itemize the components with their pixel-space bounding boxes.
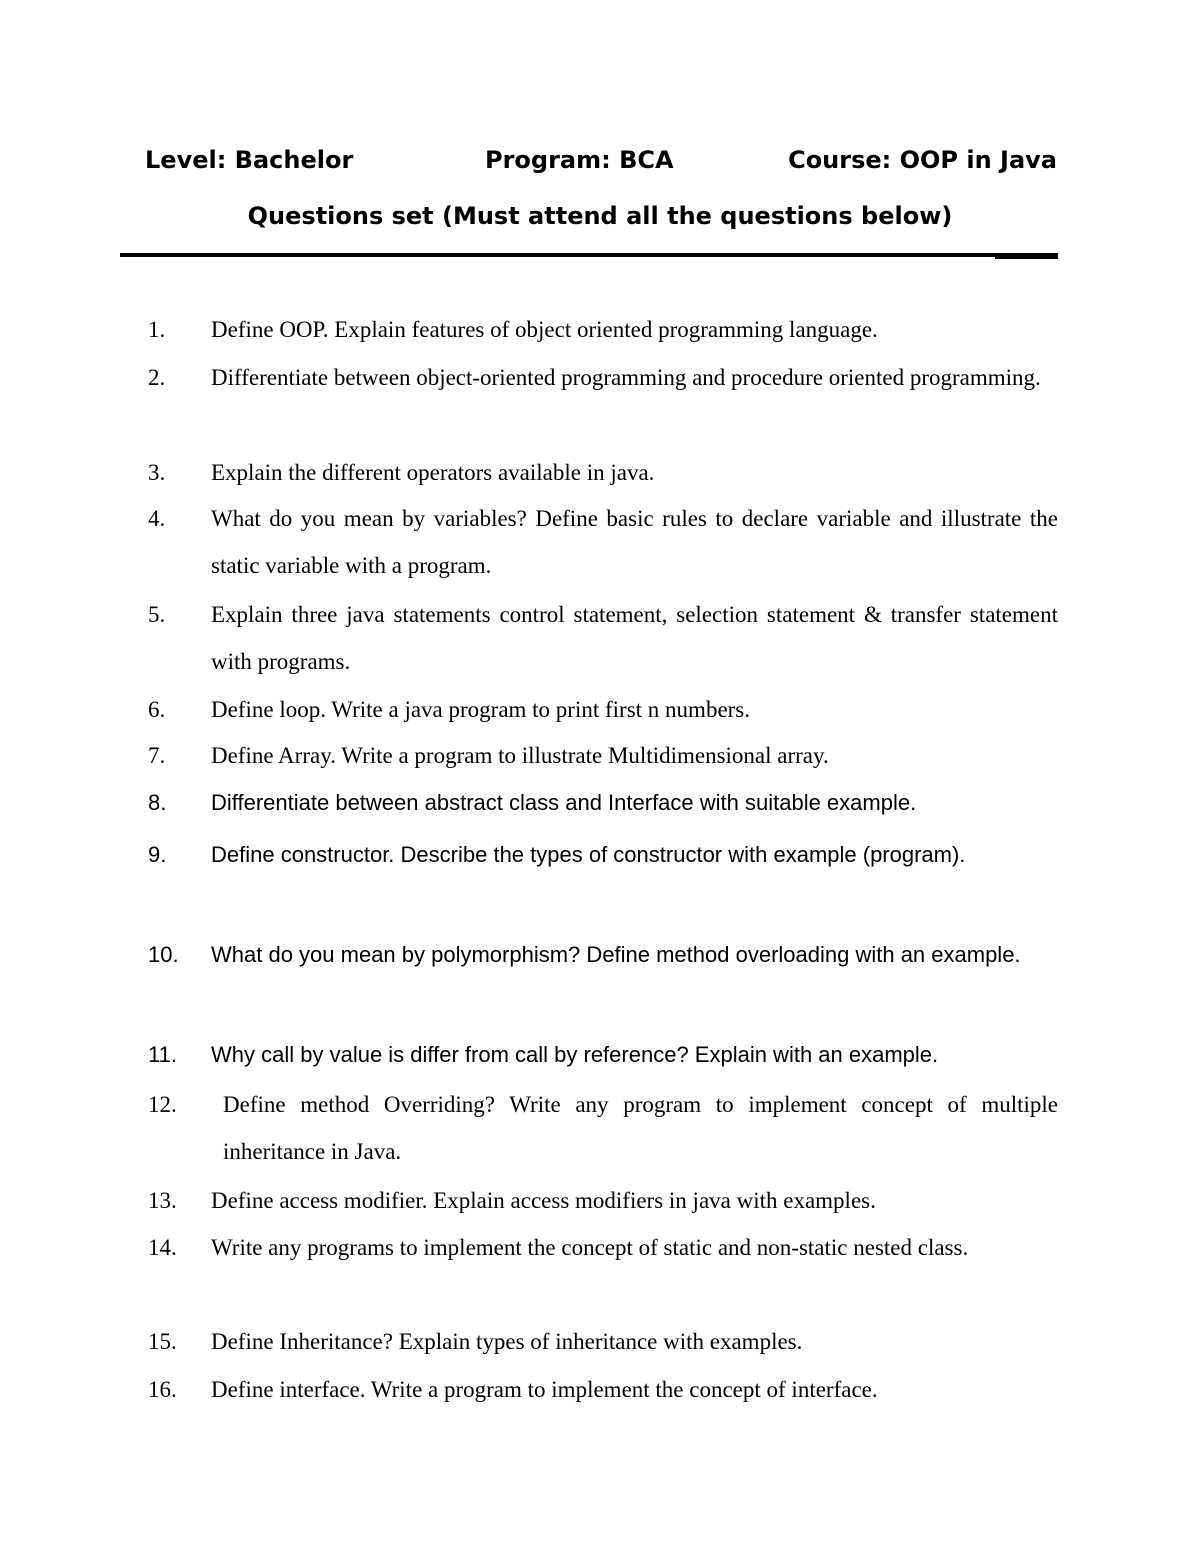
question-number: 14.	[148, 1235, 177, 1260]
question-text: Explain the different operators available in java.	[211, 460, 655, 485]
question-item	[148, 1081, 1058, 1175]
question-text: Define method Overriding? Write any program to implement concept of multiple inheritance in Java.	[223, 1092, 1058, 1164]
question-item	[148, 1366, 1058, 1413]
question-text: Define OOP. Explain features of object oriented programming language.	[211, 317, 878, 342]
question-text: Differentiate between object-oriented programming and procedure oriented programming.	[211, 365, 1041, 390]
question-number: 9.	[148, 842, 167, 867]
question-number: 12.	[148, 1092, 177, 1117]
question-text: What do you mean by polymorphism? Define method overloading with an example.	[211, 942, 1021, 967]
question-text: Explain three java statements control statement, selection statement & transfer statement with programs.	[211, 602, 1058, 674]
question-text: Define interface. Write a program to implement the concept of interface.	[211, 1377, 878, 1402]
question-number: 3.	[148, 460, 166, 485]
question-item	[148, 354, 1058, 401]
program-label: Program: BCA	[485, 146, 674, 174]
question-number: 7.	[148, 743, 166, 768]
course-label: Course: OOP in Java	[788, 146, 1057, 174]
question-number: 4.	[148, 506, 166, 531]
question-item	[148, 306, 1058, 353]
question-text: Define loop. Write a java program to print first n numbers.	[211, 697, 751, 722]
question-text: Define Inheritance? Explain types of inheritance with examples.	[211, 1329, 803, 1354]
question-item	[148, 1177, 1058, 1224]
questions-set-title: Questions set (Must attend all the questions below)	[247, 202, 953, 230]
question-number: 2.	[148, 365, 166, 390]
question-text: Write any programs to implement the concept of static and non-static nested class.	[211, 1235, 969, 1260]
question-number: 11.	[148, 1042, 177, 1067]
question-number: 5.	[148, 602, 166, 627]
question-number: 6.	[148, 697, 166, 722]
question-item	[148, 830, 1058, 880]
question-item	[148, 495, 1058, 589]
question-item	[148, 778, 1058, 828]
question-number: 8.	[148, 790, 167, 815]
question-text: Define access modifier. Explain access modifiers in java with examples.	[211, 1188, 876, 1213]
question-item	[148, 591, 1058, 685]
question-item	[148, 1224, 1058, 1271]
question-number: 16.	[148, 1377, 177, 1402]
question-text: Why call by value is differ from call by reference? Explain with an example.	[211, 1042, 939, 1067]
question-text: Define constructor. Describe the types of constructor with example (program).	[211, 842, 966, 867]
question-number: 1.	[148, 317, 166, 342]
question-item	[148, 732, 1058, 779]
level-label: Level: Bachelor	[145, 146, 354, 174]
question-number: 15.	[148, 1329, 177, 1354]
question-text: Differentiate between abstract class and Interface with suitable example.	[211, 790, 917, 815]
question-text: Define Array. Write a program to illustrate Multidimensional array.	[211, 743, 829, 768]
question-item	[148, 686, 1058, 733]
question-item	[148, 930, 1058, 980]
question-number: 10.	[148, 942, 179, 967]
question-item	[148, 1030, 1058, 1080]
question-number: 13.	[148, 1188, 177, 1213]
question-item	[148, 449, 1058, 496]
question-text: What do you mean by variables? Define basic rules to declare variable and illustrate the static variable with a program.	[211, 506, 1058, 578]
question-item	[148, 1318, 1058, 1365]
